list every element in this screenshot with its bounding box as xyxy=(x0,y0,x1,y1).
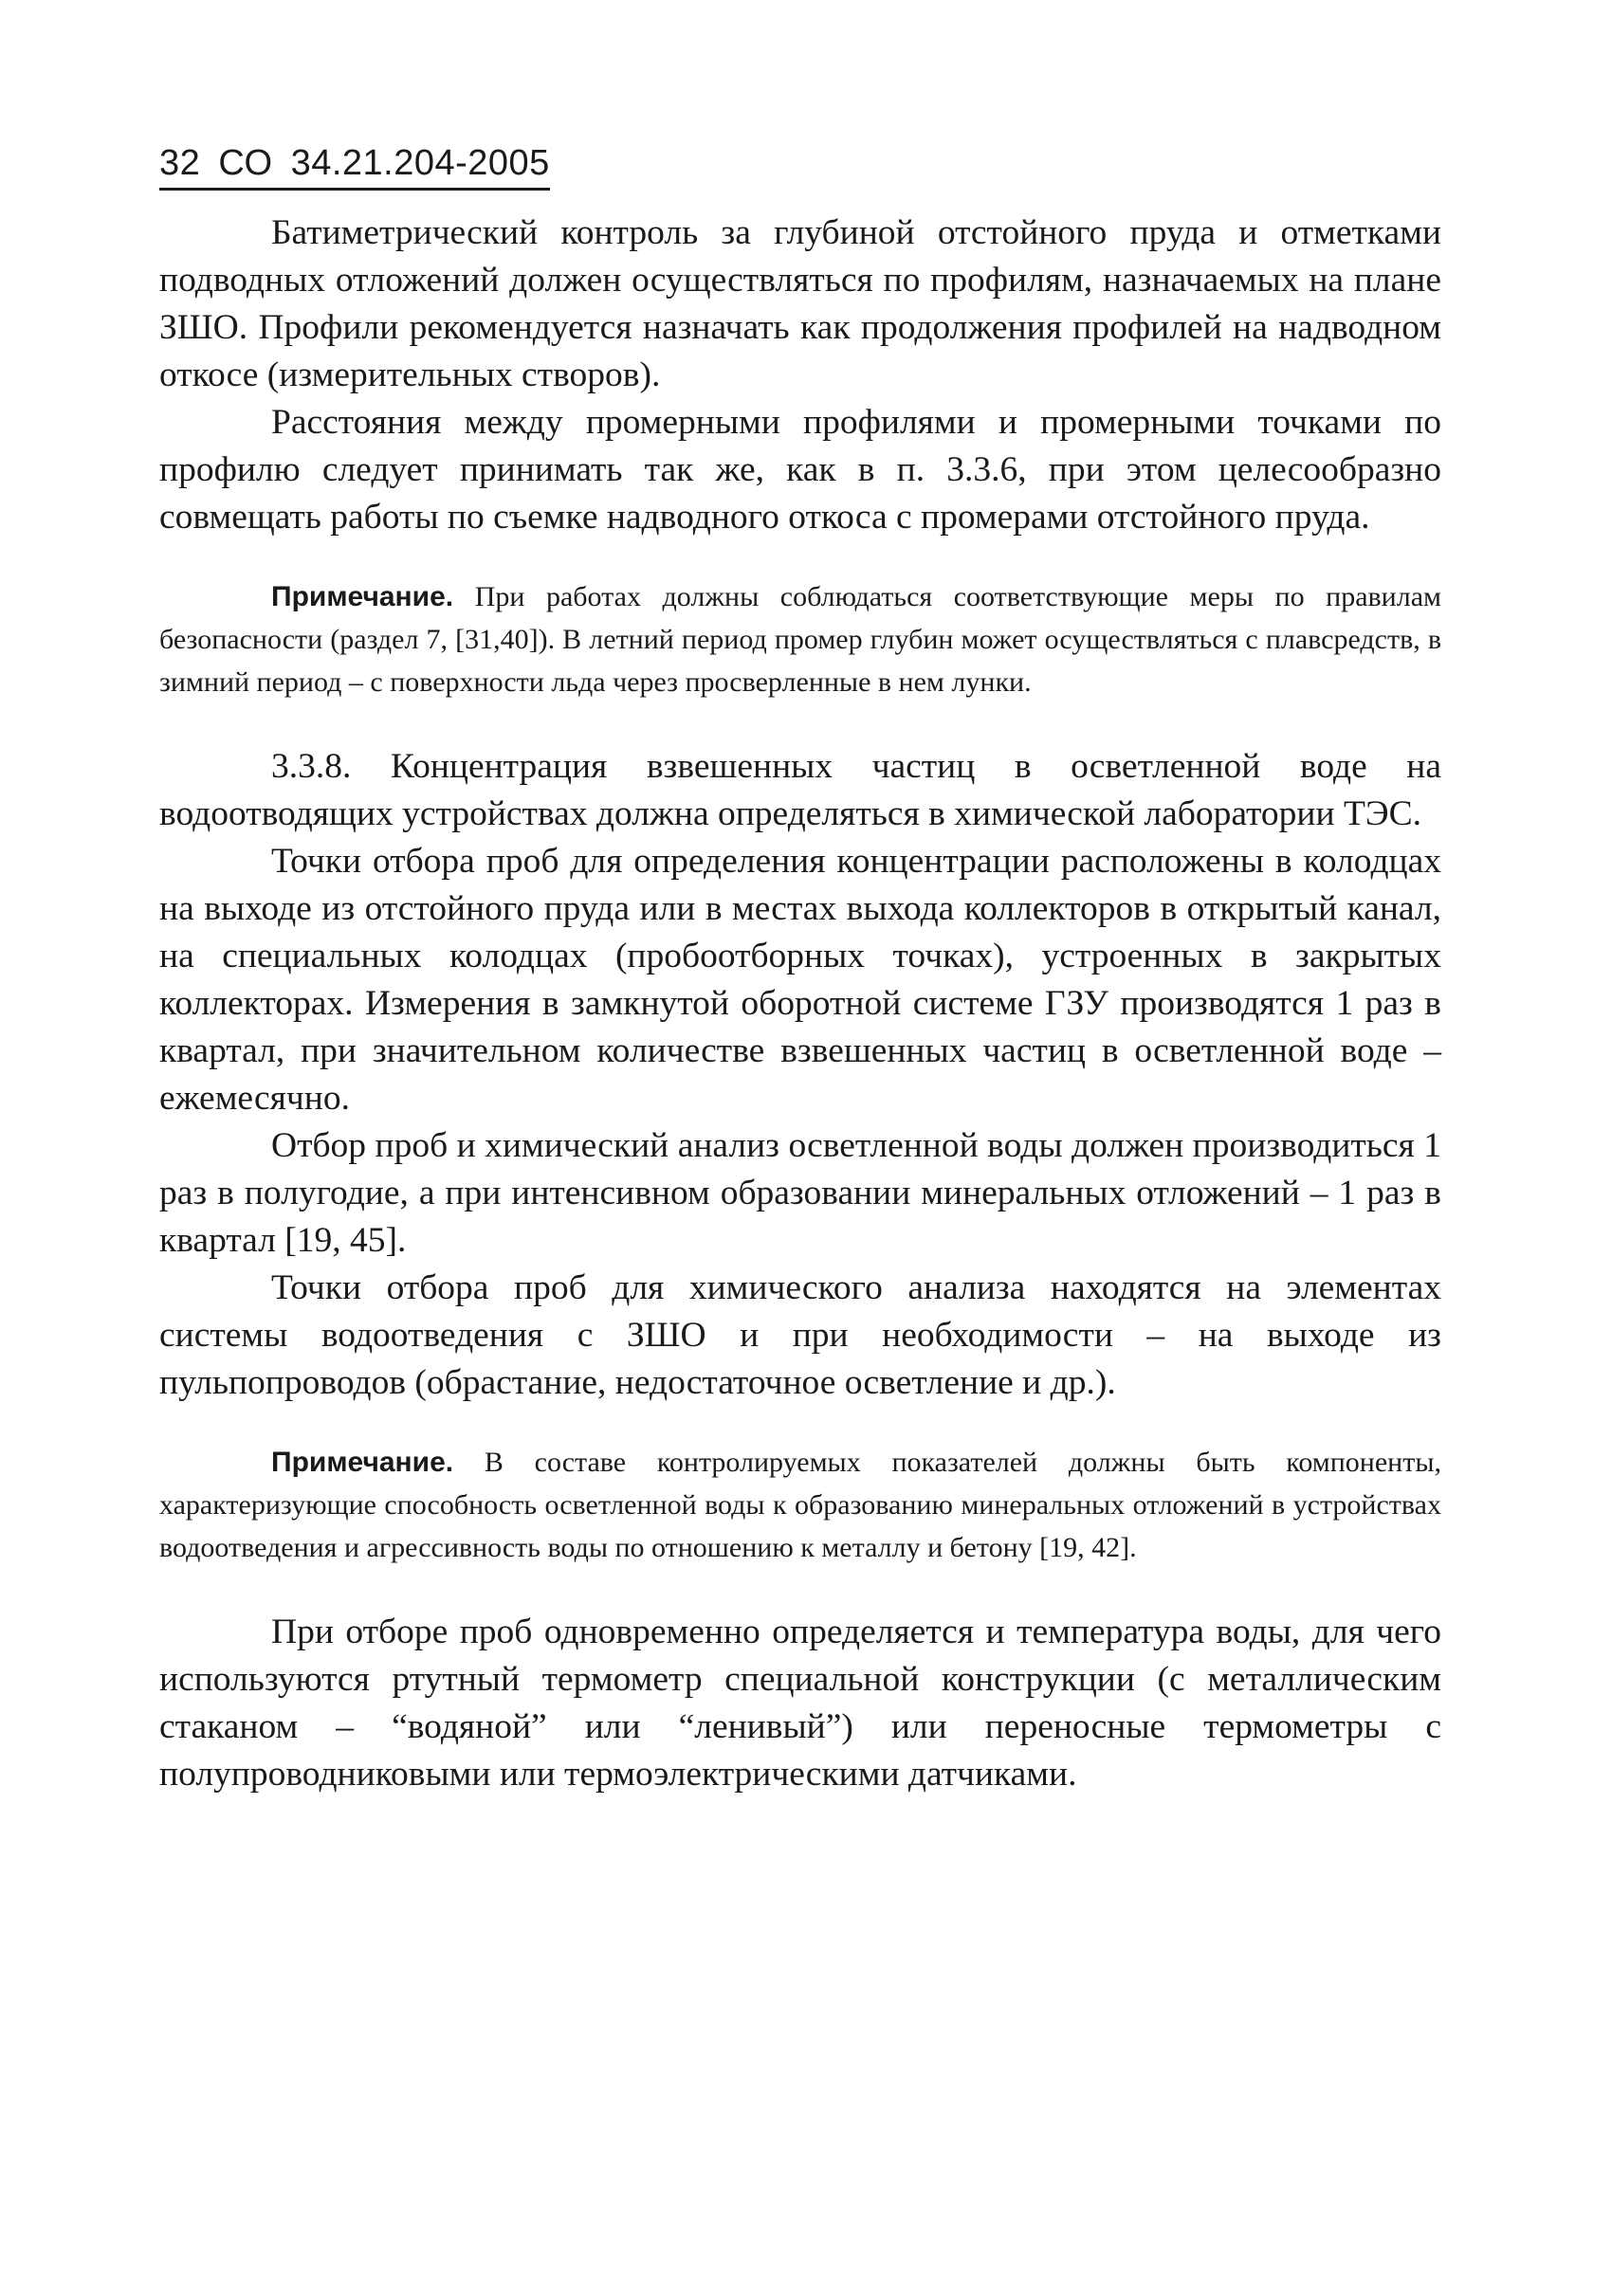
note-label: Примечание. xyxy=(271,581,454,612)
paragraph-3-3-8: 3.3.8. Концентрация взвешенных частиц в осветленной воде на водоотводящих устройствах должна определяться в химической лаборатории ТЭС. xyxy=(159,747,1441,833)
paragraph-temperature: При отборе проб одновременно определяется и температура воды, для чего используются ртутный термометр специальной конструкции (с металлическим стаканом – “водяной” или “ленивый”) или переносные термометры с полупроводниковыми или термоэлектрическими датчиками. xyxy=(159,1613,1441,1794)
page-number: 32 xyxy=(159,143,201,183)
paragraph-sampling-points: Точки отбора проб для определения концентрации расположены в колодцах на выходе из отстойного пруда или в местах выхода коллекторов в открытый канал, на специальных колодцах (пробоотборных точках), устроенных в закрытых коллекторах. Измерения в замкнутой оборотной системе ГЗУ производятся 1 раз в квартал, при значительном количестве взвешенных частиц в осветленной воде – ежемесячно. xyxy=(159,842,1441,1118)
paragraph-analysis-points: Точки отбора проб для химического анализа находятся на элементах системы водоотведения с ЗШО и при необходимости – на выходе из пульпопроводов (обрастание, недостаточное осветление и др.). xyxy=(159,1268,1441,1402)
note-components xyxy=(159,1441,1441,1569)
document-page xyxy=(159,142,1441,1798)
note-text: При работах должны соблюдаться соответствующие меры по правилам безопасности (раздел 7, [31,40]). В летний период промер глубин может осуществляться с плавсредств, в зимний период – с поверхности льда через просверленные в нем лунки. xyxy=(159,581,1441,698)
note-safety xyxy=(159,575,1441,703)
document-code: СО 34.21.204-2005 xyxy=(218,143,550,183)
paragraph-sounding-distances: Расстояния между промерными профилями и промерными точками по профилю следует принимать так же, как в п. 3.3.6, при этом целесообразно совмещать работы по съемке надводного откоса с промерами отстойного пруда. xyxy=(159,403,1441,537)
paragraph-bathymetric-control: Батиметрический контроль за глубиной отстойного пруда и отметками подводных отложений должен осуществляться по профилям, назначаемых на плане ЗШО. Профили рекомендуется назначать как продолжения профилей на надводном откосе (измерительных створов). xyxy=(159,213,1441,394)
page-header xyxy=(159,142,550,191)
note-label: Примечание. xyxy=(271,1447,454,1478)
note-text: В составе контролируемых показателей должны быть компоненты, характеризующие способность осветленной воды к образованию минеральных отложений в устройствах водоотведения и агрессивность воды по отношению к металлу и бетону [19, 42]. xyxy=(159,1447,1441,1563)
paragraph-chemical-analysis: Отбор проб и химический анализ осветленной воды должен производиться 1 раз в полугодие, а при интенсивном образовании минеральных отложений – 1 раз в квартал [19, 45]. xyxy=(159,1126,1441,1260)
